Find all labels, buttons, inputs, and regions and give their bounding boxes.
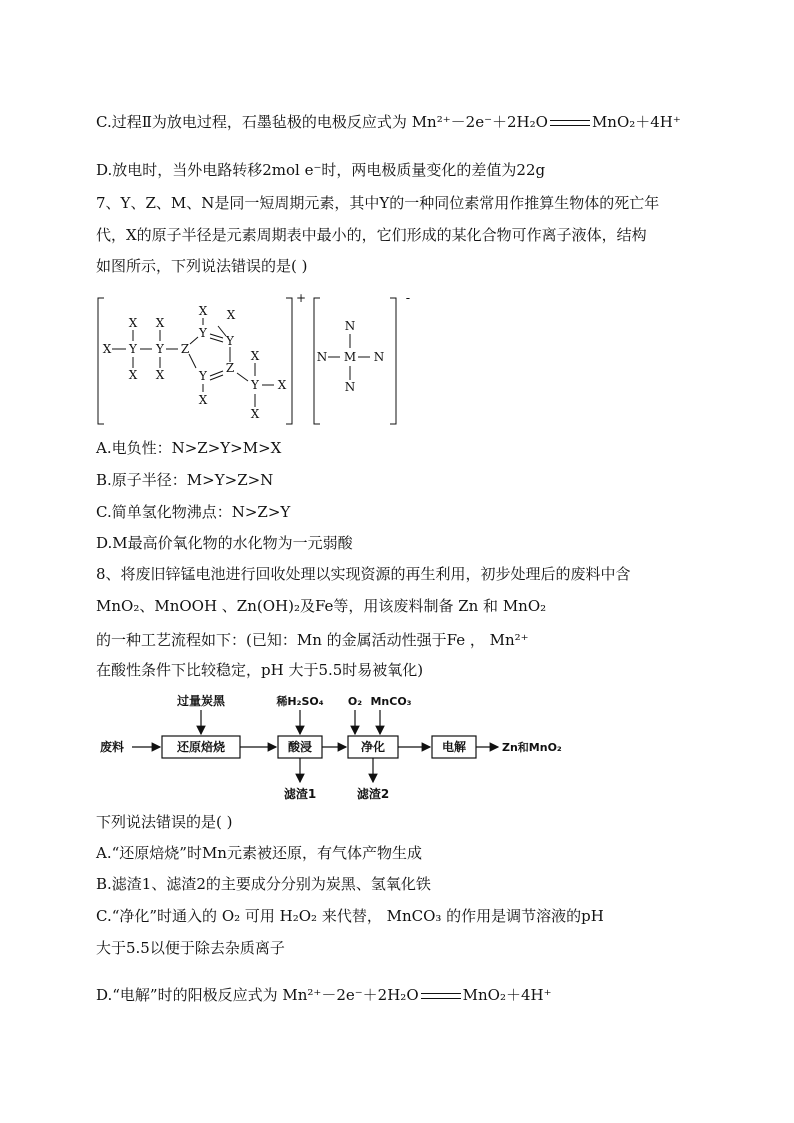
q8-stem-line2: MnO₂、MnOOH 、Zn(OH)₂及Fe等，用该废料制备 Zn 和 MnO₂ (96, 597, 547, 615)
q7-stem-line1: 7、Y、Z、M、N是同一短周期元素，其中Y的一种同位素常用作推算生物体的死亡年 (96, 194, 660, 212)
atom-x: X (128, 368, 138, 382)
cation-charge: + (295, 291, 307, 305)
atom-x: X (250, 407, 260, 421)
atom-x: X (226, 308, 236, 322)
atom-n: N (344, 319, 356, 333)
atom-x: X (198, 393, 208, 407)
atom-n: N (373, 350, 385, 364)
atom-x: X (155, 316, 165, 330)
flow-step3-input-mnco3: MnCO₃ (370, 695, 412, 708)
q6-option-c-eq-right: MnO₂＋4H⁺ (591, 113, 681, 131)
q8-stem-line1: 8、将废旧锌锰电池进行回收处理以实现资源的再生利用，初步处理后的废料中含 (96, 565, 631, 583)
atom-y: Y (199, 326, 207, 340)
atom-x: X (198, 304, 208, 318)
atom-y: Y (156, 342, 164, 356)
atom-x: X (128, 316, 138, 330)
flow-step-electrolysis: 电解 (441, 740, 467, 754)
atom-m: M (343, 350, 357, 364)
q6-option-c (96, 112, 681, 132)
q8-question: 下列说法错误的是( ) (96, 813, 233, 831)
atom-y: Y (251, 378, 259, 392)
flow-step-acid-leach: 酸浸 (287, 740, 313, 754)
q7-option-b: B.原子半径：M>Y>Z>N (96, 471, 274, 489)
atom-x: X (250, 349, 260, 363)
q7-option-d: D.M最高价氧化物的水化物为一元弱酸 (96, 534, 353, 552)
atom-z: Z (180, 342, 190, 356)
q8-option-d-text: D.“电解”时的阳极反应式为 (96, 986, 278, 1004)
q8-option-d-eq-right: MnO₂＋4H⁺ (462, 986, 552, 1004)
q7-option-a: A.电负性：N>Z>Y>M>X (96, 439, 282, 457)
atom-x: X (102, 342, 112, 356)
process-flowchart (96, 690, 576, 808)
anion-charge: - (405, 291, 411, 306)
q8-option-b: B.滤渣1、滤渣2的主要成分分别为炭黑、氢氧化铁 (96, 875, 431, 893)
q8-stem-line4: 在酸性条件下比较稳定，pH 大于5.5时易被氧化) (96, 661, 424, 679)
flow-step-reduction-roasting: 还原焙烧 (176, 740, 226, 754)
flow-step2-residue: 滤渣1 (283, 787, 317, 801)
atom-y: Y (129, 342, 137, 356)
equals-sign (550, 120, 590, 126)
q8-stem-line3: 的一种工艺流程如下：(已知：Mn 的金属活动性强于Fe ， Mn²⁺ (96, 631, 529, 649)
flow-input: 废料 (100, 740, 125, 754)
q7-option-c: C.简单氢化物沸点：N>Z>Y (96, 503, 291, 521)
flow-product: Zn和MnO₂ (502, 741, 562, 754)
q6-option-d: D.放电时，当外电路转移2mol e⁻时，两电极质量变化的差值为22g (96, 161, 546, 179)
q6-option-c-text: C.过程Ⅱ为放电过程，石墨毡极的电极反应式为 (96, 113, 407, 131)
atom-z: Z (225, 361, 235, 375)
atom-x: X (277, 378, 287, 392)
equals-sign (421, 993, 461, 999)
ionic-liquid-structure (90, 290, 420, 430)
q7-stem-line3: 如图所示，下列说法错误的是( ) (96, 257, 308, 275)
flow-step2-input: 稀H₂SO₄ (276, 695, 324, 708)
q8-option-a: A.“还原焙烧”时Mn元素被还原，有气体产物生成 (96, 844, 422, 862)
atom-y: Y (226, 334, 234, 348)
flow-step-purify: 净化 (360, 740, 386, 754)
q8-option-c-line2: 大于5.5以便于除去杂质离子 (96, 939, 285, 957)
flow-step3-input-o2: O₂ (347, 695, 363, 708)
q8-option-c-line1: C.“净化”时通入的 O₂ 可用 H₂O₂ 来代替， MnCO₃ 的作用是调节溶液的pH (96, 907, 604, 925)
atom-y: Y (199, 369, 207, 383)
q8-option-d-eq-left: Mn²⁺－2e⁻＋2H₂O (282, 986, 419, 1004)
q7-stem-line2: 代，X的原子半径是元素周期表中最小的，它们形成的某化合物可作离子液体，结构 (96, 226, 647, 244)
flow-step1-input: 过量炭黑 (176, 694, 226, 708)
flow-step3-residue: 滤渣2 (356, 787, 390, 801)
q6-option-c-eq-left: Mn²⁺－2e⁻＋2H₂O (411, 113, 548, 131)
atom-n: N (316, 350, 328, 364)
q8-option-d (96, 985, 552, 1005)
atom-n: N (344, 380, 356, 394)
atom-x: X (155, 368, 165, 382)
